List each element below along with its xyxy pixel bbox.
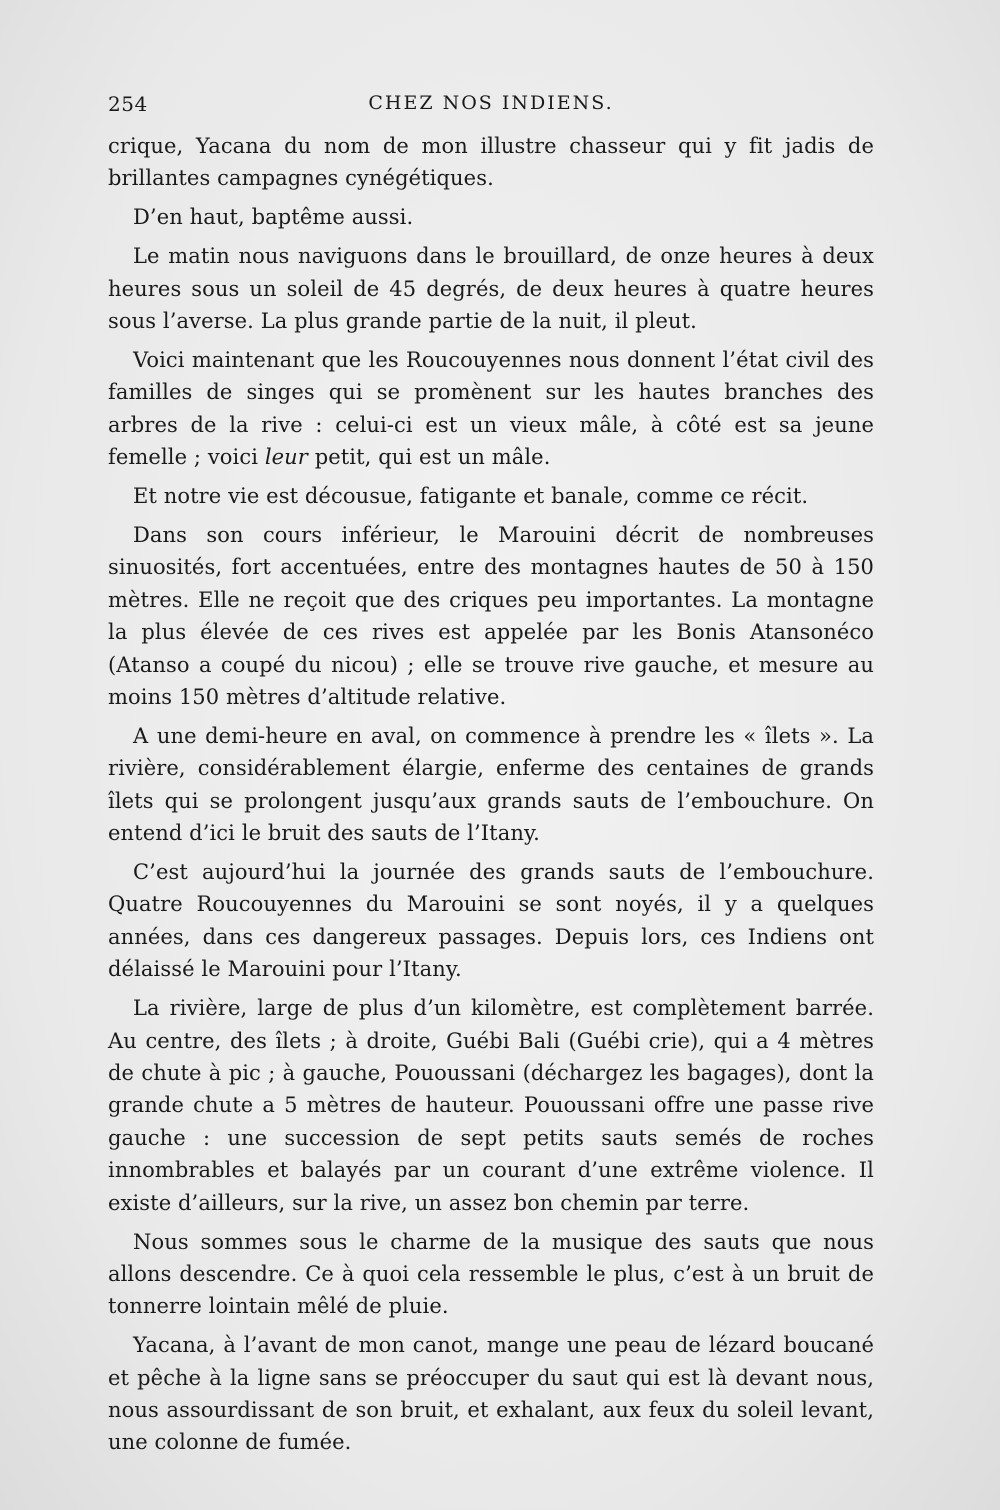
body-text [108,130,874,1465]
paragraph: Yacana, à l’avant de mon canot, mange une peau de lézard boucané et pêche à la ligne sans se préoccuper du saut qui est là devant nous, nous assourdissant de son bruit, et exhalant, aux feux du soleil levant, une colonne de fumée. [108,1333,874,1455]
paragraph-text: petit, qui est un mâle. [307,445,551,470]
running-head: CHEZ NOS INDIENS. [368,92,614,114]
paragraph-text: Voici maintenant que les Roucouyennes nous donnent l’état civil des familles de singes qui se promènent sur les hautes branches des arbres de la rive : celui-ci est un vieux mâle, à côté est sa jeune femelle ; voici [108,347,874,470]
paragraph: Le matin nous naviguons dans le brouillard, de onze heures à deux heures sous un soleil de 45 degrés, de deux heures à quatre heures sous l’averse. La plus grande partie de la nuit, il pleut. [108,244,874,334]
paragraph [108,344,874,474]
paragraph: D’en haut, baptême aussi. [133,205,414,230]
paragraph: La rivière, large de plus d’un kilomètre, est complètement barrée. Au centre, des îlets ; à droite, Guébi Bali (Guébi crie), qui a 4 mètres de chute à pic ; à gauche, Pououssani (déchargez les bagages), dont la grande chute a 5 mètres de hauteur. Pououssani offre une passe rive gauche : une succession de sept petits sauts semés de roches innombrables et balayés par un courant d’une extrême violence. Il existe d’ailleurs, sur la rive, un assez bon chemin par terre. [108,996,874,1215]
paragraph: C’est aujourd’hui la journée des grands sauts de l’embouchure. Quatre Roucouyennes du Marouini se sont noyés, il y a quelques années, dans ces dangereux passages. Depuis lors, ces Indiens ont délaissé le Marouini pour l’Itany. [108,860,874,982]
paragraph: Et notre vie est décousue, fatigante et banale, comme ce récit. [133,484,809,509]
page-header [108,92,874,122]
paragraph: Dans son cours inférieur, le Marouini décrit de nombreuses sinuosités, fort accentuées, entre des montagnes hautes de 50 à 150 mètres. Elle ne reçoit que des criques peu importantes. La montagne la plus élevée de ces rives est appelée par les Bonis Atansonéco (Atanso a coupé du nicou) ; elle se trouve rive gauche, et mesure au moins 150 mètres d’altitude relative. [108,522,874,709]
paragraph: Nous sommes sous le charme de la musique des sauts que nous allons descendre. Ce à quoi cela ressemble le plus, c’est à un bruit de tonnerre lointain mêlé de pluie. [108,1229,874,1319]
page-number: 254 [108,92,148,116]
paragraph: crique, Yacana du nom de mon illustre chasseur qui y fit jadis de brillantes campagnes cynégétiques. [108,134,874,191]
italic-word: leur [264,445,308,470]
paragraph: A une demi-heure en aval, on commence à prendre les « îlets ». La rivière, considérablement élargie, enferme des centaines de grands îlets qui se prolongent jusqu’aux grands sauts de l’embouchure. On entend d’ici le bruit des sauts de l’Itany. [108,723,874,846]
